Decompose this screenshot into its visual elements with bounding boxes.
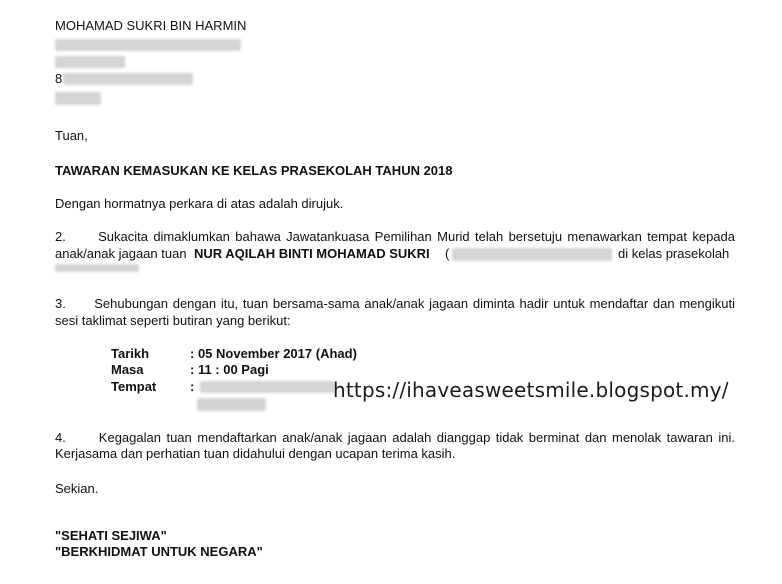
para3-line2: sesi taklimat seperti butiran yang berikut: <box>55 313 291 328</box>
para4-line2: Kerjasama dan perhatian tuan didahului dengan ucapan terima kasih. <box>55 446 456 461</box>
para2-line1: 2. Sukacita dimaklumkan bahawa Jawatankuasa Pemilihan Murid telah bersetuju menawarkan tempat kepada <box>55 229 735 244</box>
motto-1: "SEHATI SEJIWA" <box>55 528 167 543</box>
detail-label-time: Masa <box>111 362 144 377</box>
detail-venue-colon: : <box>190 379 195 394</box>
redacted-venue-line-2 <box>197 398 266 411</box>
blog-watermark: https://ihaveasweetsmile.blogspot.my/ <box>333 378 729 402</box>
open-paren: ( <box>445 246 450 261</box>
redacted-venue-line-1 <box>200 381 335 393</box>
para2-line2-end: di kelas prasekolah <box>618 246 730 261</box>
salutation: Tuan, <box>55 128 88 143</box>
redacted-address-line-1 <box>55 39 241 51</box>
letter-title: TAWARAN KEMASUKAN KE KELAS PRASEKOLAH TAHUN 2018 <box>55 163 453 178</box>
motto-2: "BERKHIDMAT UNTUK NEGARA" <box>55 544 263 559</box>
closing: Sekian. <box>55 481 99 496</box>
student-name: NUR AQILAH BINTI MOHAMAD SUKRI <box>194 246 430 261</box>
redacted-address-line-4 <box>55 92 101 105</box>
redacted-student-id <box>452 248 612 261</box>
detail-label-date: Tarikh <box>111 346 150 361</box>
redacted-address-line-2 <box>55 56 125 68</box>
redacted-address-line-3 <box>63 73 193 85</box>
detail-value-time: : 11 : 00 Pagi <box>190 362 269 377</box>
recipient-name: MOHAMAD SUKRI BIN HARMIN <box>55 18 247 33</box>
para4-line1: 4. Kegagalan tuan mendaftarkan anak/anak jagaan adalah dianggap tidak berminat dan menolak tawaran ini. <box>55 430 735 445</box>
address-line-3-prefix: 8 <box>55 71 63 86</box>
detail-value-date: : 05 November 2017 (Ahad) <box>190 346 357 361</box>
para3-line1: 3. Sehubungan dengan itu, tuan bersama-sama anak/anak jagaan diminta hadir untuk mendaftar dan mengikuti <box>55 296 735 311</box>
intro-paragraph: Dengan hormatnya perkara di atas adalah dirujuk. <box>55 196 344 211</box>
para2-line2-start: anak/anak jagaan tuan <box>55 246 191 261</box>
redacted-school-name <box>55 264 139 272</box>
detail-label-venue: Tempat <box>111 379 157 394</box>
